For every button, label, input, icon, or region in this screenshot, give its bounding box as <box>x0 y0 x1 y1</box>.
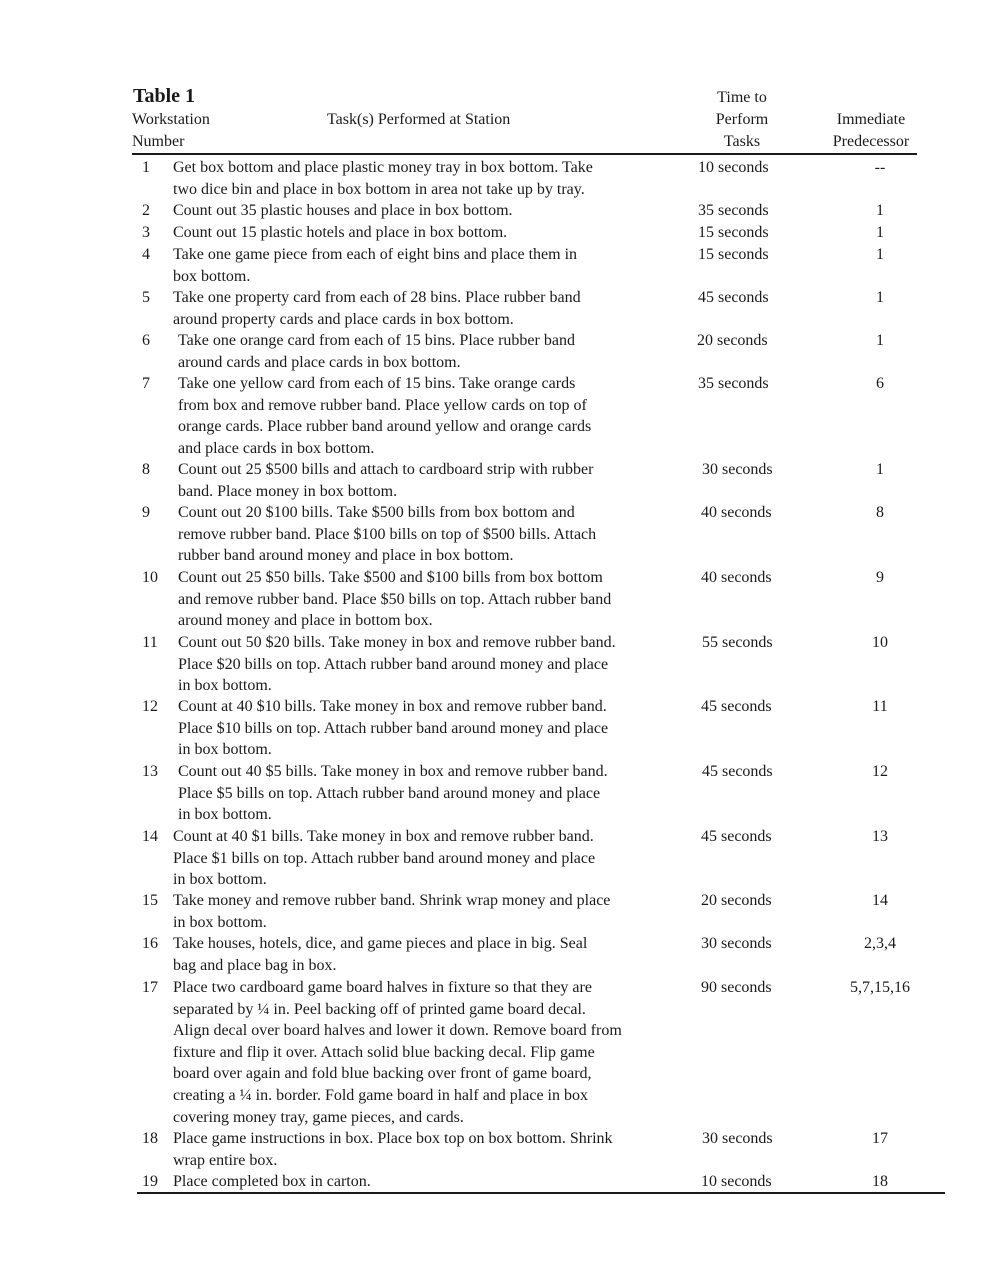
immediate-predecessor: 2,3,4 <box>864 935 896 952</box>
task-time: 45 seconds <box>698 289 769 306</box>
task-description: Take houses, hotels, dice, and game pieces and place in big. Seal bag and place bag in box. <box>173 935 588 974</box>
task-time: 20 seconds <box>697 332 768 349</box>
task-description: Count out 25 $50 bills. Take $500 and $100 bills from box bottom and remove rubber band. Place $50 bills on top. Attach rubber band around money and place in bottom box. <box>178 569 612 630</box>
workstation-number: 5 <box>142 289 150 306</box>
immediate-predecessor: 11 <box>872 698 888 715</box>
immediate-predecessor: 1 <box>876 224 884 241</box>
task-time: 10 seconds <box>698 159 769 176</box>
workstation-number: 17 <box>142 979 158 996</box>
workstation-number: 18 <box>142 1130 158 1147</box>
task-description: Count out 25 $500 bills and attach to cardboard strip with rubber band. Place money in box bottom. <box>178 461 594 500</box>
task-description: Take one yellow card from each of 15 bins. Take orange cards from box and remove rubber band. Place yellow cards on top of orange cards. Place rubber band around yellow and orange cards and place cards in box bottom. <box>178 375 592 457</box>
task-time: 90 seconds <box>701 979 772 996</box>
workstation-number: 8 <box>142 461 150 478</box>
task-description: Count at 40 $1 bills. Take money in box and remove rubber band. Place $1 bills on top. Attach rubber band around money and place in box bottom. <box>173 828 596 889</box>
immediate-predecessor: 14 <box>872 892 888 909</box>
immediate-predecessor: 10 <box>872 634 888 651</box>
task-time: 15 seconds <box>698 224 769 241</box>
immediate-predecessor: 1 <box>876 202 884 219</box>
immediate-predecessor: -- <box>874 159 886 176</box>
workstation-number: 7 <box>142 375 150 392</box>
task-description: Place completed box in carton. <box>173 1173 371 1190</box>
task-time: 30 seconds <box>702 1130 773 1147</box>
task-description: Place game instructions in box. Place box top on box bottom. Shrink wrap entire box. <box>173 1130 613 1169</box>
header-task: Task(s) Performed at Station <box>327 111 511 128</box>
task-time: 35 seconds <box>698 202 769 219</box>
task-description: Take one orange card from each of 15 bins. Place rubber band around cards and place cards in box bottom. <box>178 332 575 371</box>
task-description: Count at 40 $10 bills. Take money in box and remove rubber band. Place $10 bills on top. Attach rubber band around money and place in box bottom. <box>178 698 609 759</box>
task-time: 20 seconds <box>701 892 772 909</box>
workstation-number: 14 <box>142 828 158 845</box>
immediate-predecessor: 1 <box>876 246 884 263</box>
workstation-number: 10 <box>142 569 158 586</box>
table-title: Table 1 <box>133 85 196 107</box>
immediate-predecessor: 18 <box>872 1173 888 1190</box>
task-time: 45 seconds <box>701 698 772 715</box>
immediate-predecessor: 5,7,15,16 <box>850 979 910 996</box>
workstation-number: 15 <box>142 892 158 909</box>
immediate-predecessor: 6 <box>876 375 884 392</box>
task-description: Count out 50 $20 bills. Take money in box and remove rubber band. Place $20 bills on top. Attach rubber band around money and place in box bottom. <box>178 634 616 695</box>
workstation-number: 1 <box>142 159 150 176</box>
task-description: Take money and remove rubber band. Shrink wrap money and place in box bottom. <box>173 892 611 931</box>
workstation-number: 6 <box>142 332 150 349</box>
immediate-predecessor: 8 <box>876 504 884 521</box>
immediate-predecessor: 9 <box>876 569 884 586</box>
workstation-number: 4 <box>142 246 150 263</box>
task-time: 45 seconds <box>701 828 772 845</box>
task-description: Place two cardboard game board halves in fixture so that they are separated by ¼ in. Peel backing off of printed game board decal. Align decal over board halves and lower it down. Remove board from fixture and flip it over. Attach solid blue backing decal. Flip game board over again and fold blue backing over front of game board, creating a ¼ in. border. Fold game board in half and place in box covering money tray, game pieces, and cards. <box>173 979 622 1126</box>
workstation-number: 11 <box>142 634 158 651</box>
task-description: Count out 15 plastic hotels and place in box bottom. <box>173 224 508 241</box>
header-time: Time to Perform Tasks <box>715 89 769 150</box>
immediate-predecessor: 12 <box>872 763 888 780</box>
task-time: 35 seconds <box>698 375 769 392</box>
task-description: Count out 35 plastic houses and place in box bottom. <box>173 202 513 219</box>
task-time: 10 seconds <box>701 1173 772 1190</box>
task-time: 45 seconds <box>702 763 773 780</box>
task-description: Count out 40 $5 bills. Take money in box and remove rubber band. Place $5 bills on top. Attach rubber band around money and place in box bottom. <box>178 763 608 824</box>
task-description: Get box bottom and place plastic money tray in box bottom. Take two dice bin and place in box bottom in area not take up by tray. <box>173 159 593 198</box>
workstation-number: 13 <box>142 763 158 780</box>
task-description: Count out 20 $100 bills. Take $500 bills from box bottom and remove rubber band. Place $100 bills on top of $500 bills. Attach rubber band around money and place in box bottom. <box>178 504 597 565</box>
workstation-number: 12 <box>142 698 158 715</box>
bottom-rule <box>137 1192 945 1194</box>
header-predecessor: Immediate Predecessor <box>832 111 910 150</box>
task-time: 30 seconds <box>702 461 773 478</box>
task-description: Take one property card from each of 28 bins. Place rubber band around property cards and place cards in box bottom. <box>173 289 581 328</box>
workstation-number: 16 <box>142 935 158 952</box>
workstation-number: 9 <box>142 504 150 521</box>
task-time: 40 seconds <box>701 504 772 521</box>
task-time: 55 seconds <box>702 634 773 651</box>
immediate-predecessor: 13 <box>872 828 888 845</box>
immediate-predecessor: 1 <box>876 332 884 349</box>
task-time: 30 seconds <box>701 935 772 952</box>
task-description: Take one game piece from each of eight bins and place them in box bottom. <box>173 246 578 285</box>
immediate-predecessor: 17 <box>872 1130 888 1147</box>
task-time: 40 seconds <box>701 569 772 586</box>
task-time: 15 seconds <box>698 246 769 263</box>
immediate-predecessor: 1 <box>876 289 884 306</box>
workstation-number: 19 <box>142 1173 158 1190</box>
immediate-predecessor: 1 <box>876 461 884 478</box>
header-workstation-number: Workstation Number <box>132 111 210 150</box>
workstation-number: 3 <box>142 224 150 241</box>
workstation-number: 2 <box>142 202 150 219</box>
header-rule <box>132 153 917 155</box>
